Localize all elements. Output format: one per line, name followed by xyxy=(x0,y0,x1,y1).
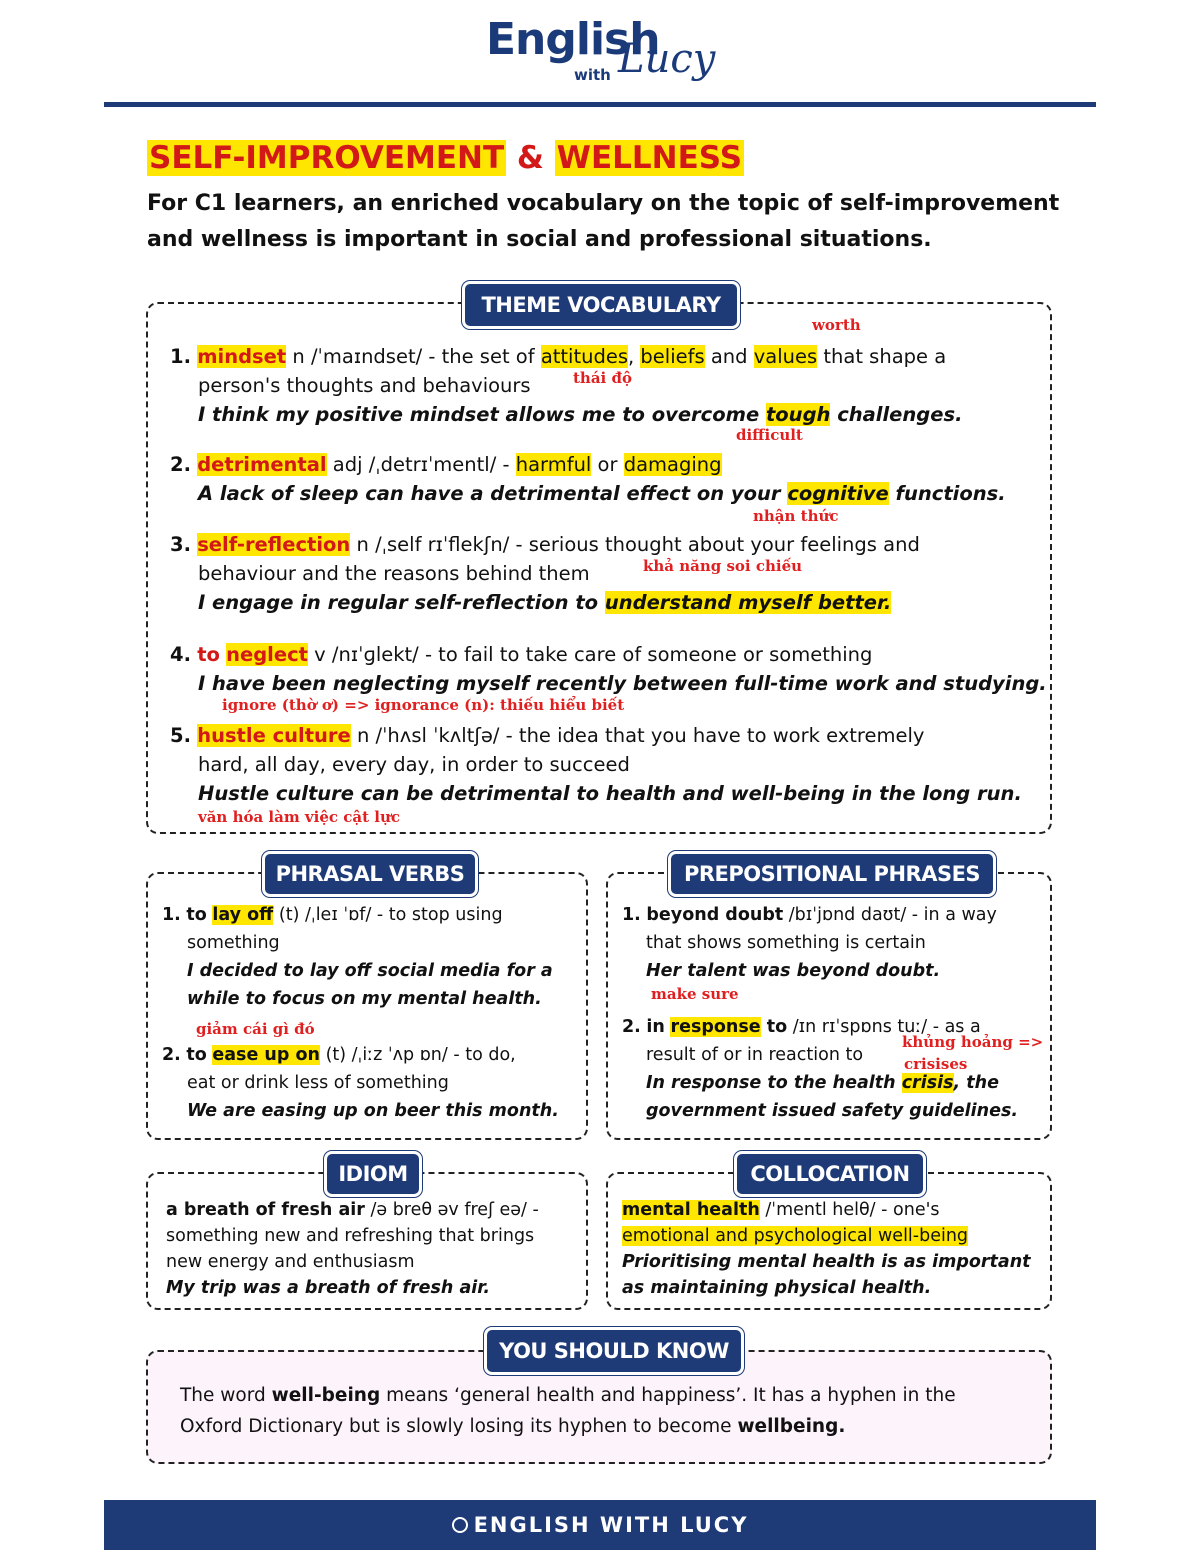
vocab-item-1: 1. mindset n /ˈmaɪndset/ - the set of attitudes, beliefs and values that shape a xyxy=(170,345,947,368)
phrasal-item-1-example-1: I decided to lay off social media for a xyxy=(187,961,553,981)
collocation-line2: emotional and psychological well-being xyxy=(622,1226,969,1246)
phrasal-word-lay-off: lay off xyxy=(212,905,274,925)
prepositional-phrases-heading: PREPOSITIONAL PHRASES xyxy=(668,851,996,897)
prep-item-2-example-1: In response to the health crisis, the xyxy=(646,1073,999,1093)
title-part2: WELLNESS xyxy=(556,140,743,176)
phrasal-item-1-example-2: while to focus on my mental health. xyxy=(187,989,542,1009)
know-line-1: The word well-being means ‘general health and happiness’. It has a hyphen in the xyxy=(180,1385,956,1406)
logo-with: with xyxy=(574,66,611,84)
intro-text: For C1 learners, an enriched vocabulary on the topic of self-improvement and wellness is important in social and professional situations. xyxy=(147,191,1060,252)
idiom-line2: something new and refreshing that brings xyxy=(166,1226,535,1246)
vocab-word-neglect: neglect xyxy=(226,643,308,666)
phrasal-item-1-line2: something xyxy=(187,933,280,953)
you-should-know-heading: YOU SHOULD KNOW xyxy=(484,1327,744,1375)
vocab-item-5-example: Hustle culture can be detrimental to health and well-being in the long run. xyxy=(198,782,1022,805)
prep-word-in-response-to: response xyxy=(670,1017,761,1037)
copyright-icon xyxy=(452,1517,468,1533)
know-line-2: Oxford Dictionary but is slowly losing its hyphen to become wellbeing. xyxy=(180,1416,846,1437)
note-worth: worth xyxy=(812,316,861,334)
footer-text: ENGLISH WITH LUCY xyxy=(473,1513,749,1537)
note-crisises: crisises xyxy=(904,1055,968,1073)
page-title xyxy=(147,140,744,176)
phrasal-verbs-heading: PHRASAL VERBS xyxy=(262,851,478,897)
vocab-word-detrimental: detrimental xyxy=(197,453,327,476)
title-part1: SELF-IMPROVEMENT xyxy=(149,140,505,176)
vocab-item-3-line2: behaviour and the reasons behind them xyxy=(198,562,590,585)
vocab-item-1-line2: person's thoughts and behaviours xyxy=(198,374,531,397)
idiom-heading: IDIOM xyxy=(324,1151,422,1197)
vocab-item-5: 5. hustle culture n /ˈhʌsl ˈkʌltʃə/ - the idea that you have to work extremely xyxy=(170,724,925,747)
vocab-item-1-example: I think my positive mindset allows me to overcome tough challenges. xyxy=(198,403,963,426)
phrasal-item-2: 2. to ease up on (t) /ˌiːz ˈʌp ɒn/ - to do, xyxy=(162,1045,516,1065)
note-thai-do: thái độ xyxy=(573,369,632,387)
footer-bar xyxy=(104,1500,1096,1550)
vocab-item-3-example: I engage in regular self-reflection to understand myself better. xyxy=(198,591,892,614)
vocab-word-hustle-culture: hustle culture xyxy=(197,724,351,747)
prep-item-2-example-2: government issued safety guidelines. xyxy=(646,1101,1019,1121)
header-divider xyxy=(104,102,1096,107)
collocation-entry: mental health /ˈmentl helθ/ - one's xyxy=(622,1200,940,1220)
phrasal-item-2-line2: eat or drink less of something xyxy=(187,1073,449,1093)
vocab-item-2: 2. detrimental adj /ˌdetrɪˈmentl/ - harmful or damaging xyxy=(170,453,722,476)
prep-item-2: 2. in response to /ɪn rɪˈspɒns tuː/ - as a xyxy=(622,1017,981,1037)
phrasal-word-ease-up-on: ease up on xyxy=(212,1045,320,1065)
note-kha-nang: khả năng soi chiếu xyxy=(643,557,803,575)
prep-item-1: 1. beyond doubt /bɪˈjɒnd daʊt/ - in a way xyxy=(622,905,997,925)
logo-english: English xyxy=(486,14,660,65)
vocab-item-4-example: I have been neglecting myself recently between full-time work and studying. xyxy=(198,672,1047,695)
logo-lucy: Lucy xyxy=(618,36,716,82)
collocation-word: mental health xyxy=(622,1200,760,1220)
prep-word-beyond-doubt: beyond doubt xyxy=(646,905,784,925)
prep-item-1-example: Her talent was beyond doubt. xyxy=(646,961,941,981)
collocation-heading: COLLOCATION xyxy=(734,1151,926,1197)
idiom-example: My trip was a breath of fresh air. xyxy=(166,1278,491,1298)
note-van-hoa: văn hóa làm việc cật lực xyxy=(198,808,400,826)
idiom-entry: a breath of fresh air /ə breθ əv freʃ eə/ - xyxy=(166,1200,539,1220)
collocation-example-2: as maintaining physical health. xyxy=(622,1278,932,1298)
collocation-example-1: Prioritising mental health is as important xyxy=(622,1252,1031,1272)
note-difficult: difficult xyxy=(736,426,803,444)
note-make-sure: make sure xyxy=(651,985,739,1003)
vocab-item-5-line2: hard, all day, every day, in order to succeed xyxy=(198,753,630,776)
vocab-item-2-example: A lack of sleep can have a detrimental effect on your cognitive functions. xyxy=(198,482,1006,505)
vocab-word-self-reflection: self-reflection xyxy=(197,533,351,556)
title-amp: & xyxy=(516,140,544,176)
note-ignore: ignore (thờ ơ) => ignorance (n): thiếu hiểu biết xyxy=(222,696,625,714)
prep-item-2-line2: result of or in reaction to xyxy=(646,1045,864,1065)
phrasal-item-1: 1. to lay off (t) /ˌleɪ ˈɒf/ - to stop using xyxy=(162,905,503,925)
theme-vocabulary-heading: THEME VOCABULARY xyxy=(462,281,740,329)
vocab-item-4: 4. to neglect v /nɪˈɡlekt/ - to fail to take care of someone or something xyxy=(170,643,873,666)
idiom-word: a breath of fresh air xyxy=(166,1200,365,1220)
idiom-line3: new energy and enthusiasm xyxy=(166,1252,415,1272)
prep-item-1-line2: that shows something is certain xyxy=(646,933,926,953)
note-khung-hoang: khủng hoảng => xyxy=(902,1033,1044,1051)
vocab-item-3: 3. self-reflection n /ˌself rɪˈflekʃn/ - serious thought about your feelings and xyxy=(170,533,920,556)
phrasal-item-2-example: We are easing up on beer this month. xyxy=(187,1101,559,1121)
note-giam: giảm cái gì đó xyxy=(196,1020,315,1038)
brand-logo xyxy=(486,14,726,94)
vocab-word-mindset: mindset xyxy=(197,345,287,368)
note-nhan-thuc: nhận thức xyxy=(753,507,839,525)
